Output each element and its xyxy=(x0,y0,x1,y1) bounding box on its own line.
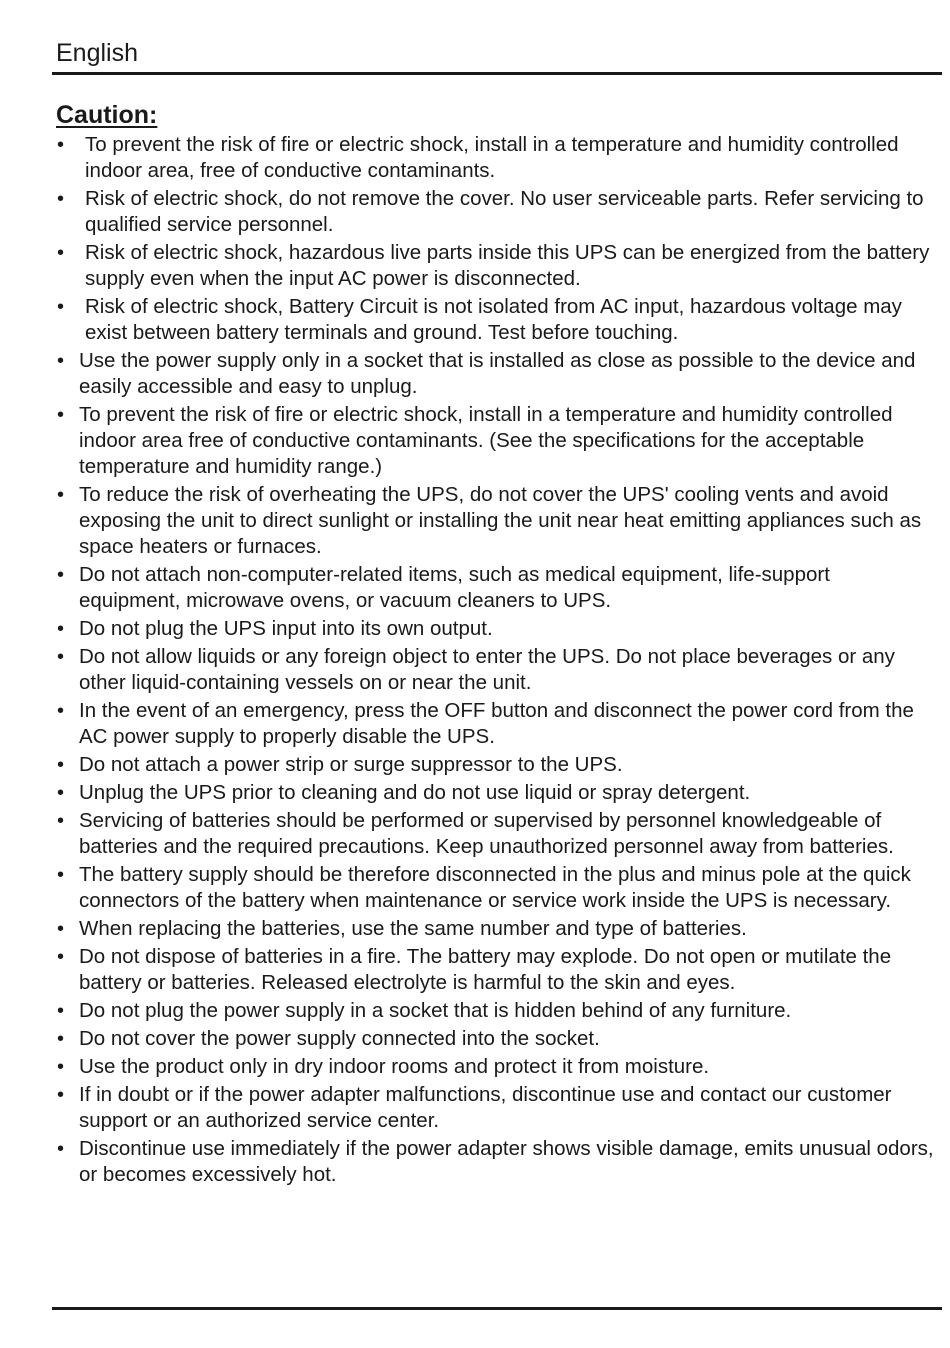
bullet-icon: • xyxy=(57,188,65,210)
list-item xyxy=(56,752,936,778)
list-item-text: Servicing of batteries should be performed or supervised by personnel knowledgeable of batteries and the required precautions. Keep unauthorized personnel away from batteries. xyxy=(79,809,894,858)
list-item xyxy=(56,402,936,480)
list-item-text: Do not attach a power strip or surge suppressor to the UPS. xyxy=(79,753,623,776)
list-item xyxy=(56,1136,936,1188)
bullet-icon: • xyxy=(57,618,65,640)
list-item-text: Do not plug the power supply in a socket that is hidden behind of any furniture. xyxy=(79,999,792,1022)
bullet-icon: • xyxy=(57,1028,65,1050)
list-item-text: To reduce the risk of overheating the UPS, do not cover the UPS' cooling vents and avoid exposing the unit to direct sunlight or installing the unit near heat emitting appliances such as space heaters or furnaces. xyxy=(79,483,922,558)
bullet-icon: • xyxy=(57,1000,65,1022)
list-item-text: Do not allow liquids or any foreign object to enter the UPS. Do not place beverages or any other liquid-containing vessels on or near the unit. xyxy=(79,645,895,694)
bullet-icon: • xyxy=(57,564,65,586)
list-item xyxy=(56,482,936,560)
list-item xyxy=(56,1082,936,1134)
bullet-icon: • xyxy=(57,1138,65,1160)
header-divider xyxy=(52,72,942,75)
bullet-icon: • xyxy=(57,350,65,372)
bullet-icon: • xyxy=(57,242,65,264)
list-item-text: Do not dispose of batteries in a fire. The battery may explode. Do not open or mutilate the battery or batteries. Released electrolyte is harmful to the skin and eyes. xyxy=(79,945,892,994)
list-item-text: Do not attach non-computer-related items, such as medical equipment, life-support equipment, microwave ovens, or vacuum cleaners to UPS. xyxy=(79,563,830,612)
list-item xyxy=(56,998,936,1024)
list-item xyxy=(56,1026,936,1052)
list-item xyxy=(56,808,936,860)
list-item-text: Risk of electric shock, Battery Circuit is not isolated from AC input, hazardous voltage may exist between battery terminals and ground. Test before touching. xyxy=(85,295,902,344)
list-item-text: Do not plug the UPS input into its own output. xyxy=(79,617,493,640)
list-item-text: Do not cover the power supply connected into the socket. xyxy=(79,1027,600,1050)
bullet-icon: • xyxy=(57,296,65,318)
bullet-icon: • xyxy=(57,646,65,668)
list-item xyxy=(56,348,936,400)
list-item-text: Use the product only in dry indoor rooms and protect it from moisture. xyxy=(79,1055,710,1078)
bullet-icon: • xyxy=(57,864,65,886)
bullet-icon: • xyxy=(57,134,65,156)
bullet-icon: • xyxy=(57,782,65,804)
list-item xyxy=(56,240,936,292)
list-item-text: Use the power supply only in a socket that is installed as close as possible to the device and easily accessible and easy to unplug. xyxy=(79,349,916,398)
list-item-text: Unplug the UPS prior to cleaning and do not use liquid or spray detergent. xyxy=(79,781,751,804)
list-item-text: If in doubt or if the power adapter malfunctions, discontinue use and contact our customer support or an authorized service center. xyxy=(79,1083,892,1132)
bullet-icon: • xyxy=(57,810,65,832)
list-item xyxy=(56,616,936,642)
list-item-text: When replacing the batteries, use the same number and type of batteries. xyxy=(79,917,747,940)
bullet-icon: • xyxy=(57,946,65,968)
list-item xyxy=(56,562,936,614)
list-item xyxy=(56,780,936,806)
list-item xyxy=(56,644,936,696)
list-item-text: In the event of an emergency, press the OFF button and disconnect the power cord from the AC power supply to properly disable the UPS. xyxy=(79,699,914,748)
footer-divider xyxy=(52,1307,942,1310)
page-language-header: English xyxy=(56,39,138,67)
list-item xyxy=(56,132,936,184)
list-item xyxy=(56,186,936,238)
list-item xyxy=(56,862,936,914)
bullet-icon: • xyxy=(57,1084,65,1106)
list-item-text: The battery supply should be therefore disconnected in the plus and minus pole at the quick connectors of the battery when maintenance or service work inside the UPS is necessary. xyxy=(79,863,911,912)
bullet-icon: • xyxy=(57,754,65,776)
caution-heading: Caution: xyxy=(56,101,158,129)
list-item xyxy=(56,294,936,346)
bullet-icon: • xyxy=(57,918,65,940)
list-item-text: Risk of electric shock, hazardous live parts inside this UPS can be energized from the battery supply even when the input AC power is disconnected. xyxy=(85,241,930,290)
bullet-icon: • xyxy=(57,484,65,506)
bullet-icon: • xyxy=(57,700,65,722)
list-item-text: Discontinue use immediately if the power adapter shows visible damage, emits unusual odors, or becomes excessively hot. xyxy=(79,1137,934,1186)
list-item xyxy=(56,916,936,942)
bullet-icon: • xyxy=(57,404,65,426)
list-item-text: To prevent the risk of fire or electric shock, install in a temperature and humidity controlled indoor area free of conductive contaminants. (See the specifications for the acceptable temperature and humidity range.) xyxy=(79,403,893,478)
list-item-text: To prevent the risk of fire or electric shock, install in a temperature and humidity controlled indoor area, free of conductive contaminants. xyxy=(85,133,899,182)
list-item-text: Risk of electric shock, do not remove the cover. No user serviceable parts. Refer servicing to qualified service personnel. xyxy=(85,187,924,236)
caution-list xyxy=(56,132,936,1190)
list-item xyxy=(56,1054,936,1080)
bullet-icon: • xyxy=(57,1056,65,1078)
list-item xyxy=(56,698,936,750)
list-item xyxy=(56,944,936,996)
